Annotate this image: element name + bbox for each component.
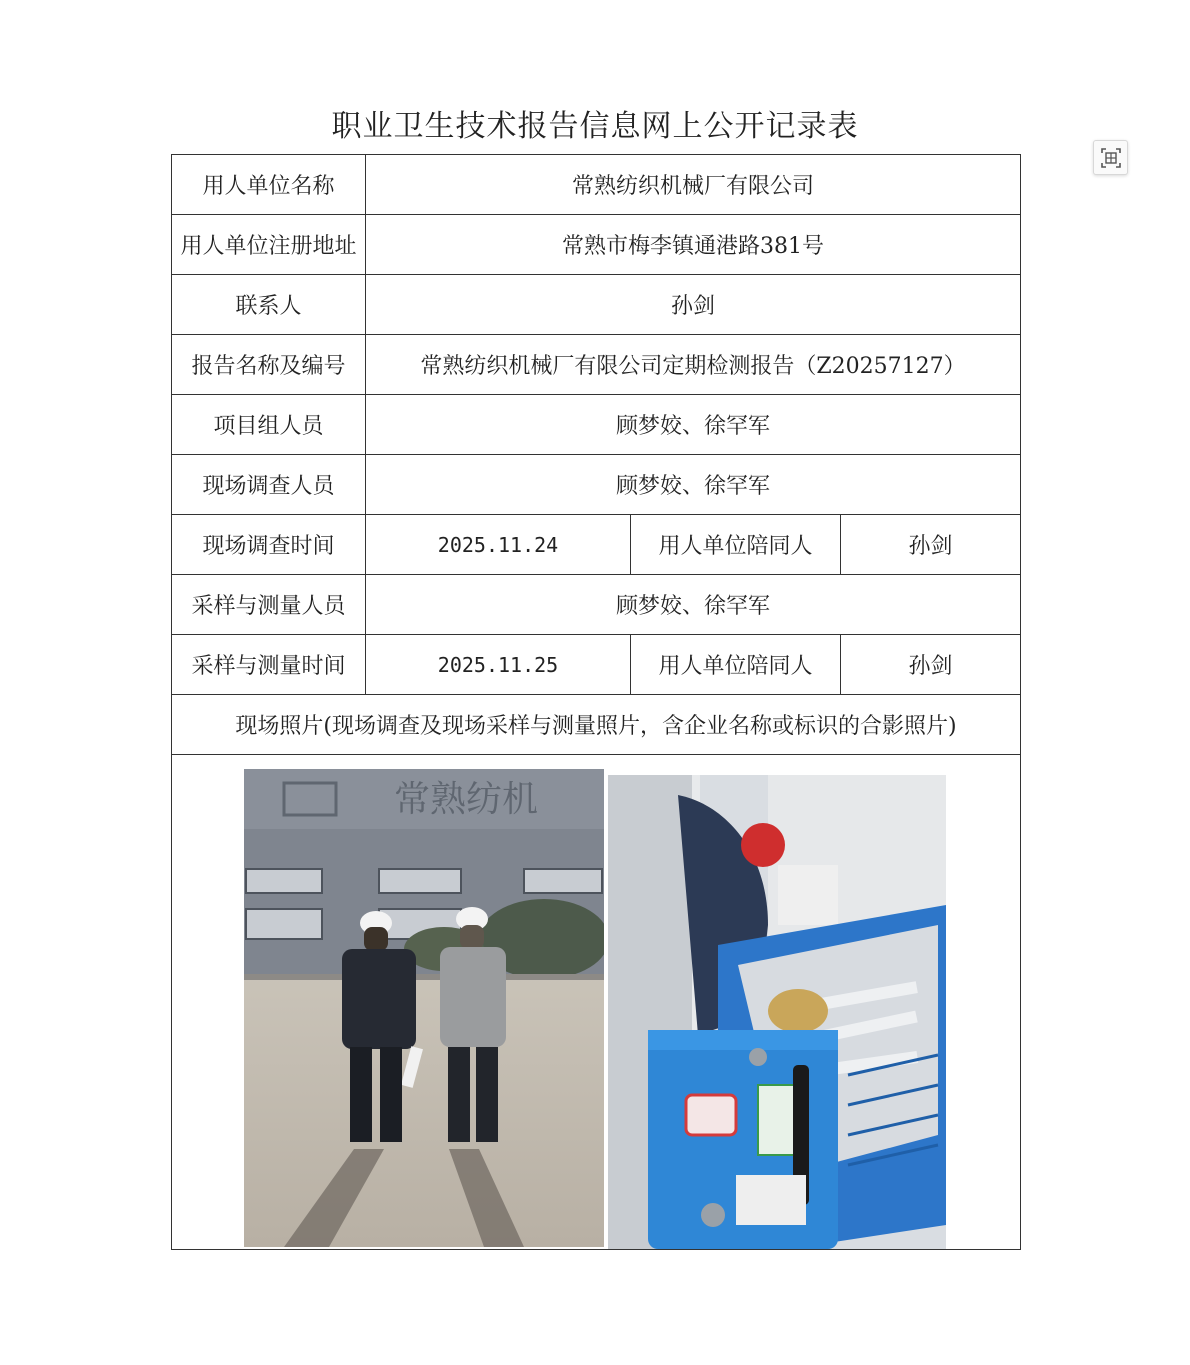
label-contact: 联系人 bbox=[172, 275, 366, 335]
value-survey-companion: 孙剑 bbox=[841, 515, 1021, 575]
group-photo bbox=[244, 769, 604, 1247]
table-row bbox=[172, 155, 1021, 215]
label-sampling-time: 采样与测量时间 bbox=[172, 635, 366, 695]
photos-row bbox=[172, 755, 1021, 1250]
page-title: 职业卫生技术报告信息网上公开记录表 bbox=[331, 109, 859, 144]
value-survey-time: 2025.11.24 bbox=[366, 515, 631, 575]
photos-container bbox=[244, 769, 946, 1247]
label-survey-staff: 现场调查人员 bbox=[172, 455, 366, 515]
label-report: 报告名称及编号 bbox=[172, 335, 366, 395]
table-row bbox=[172, 275, 1021, 335]
label-sampling-companion: 用人单位陪同人 bbox=[631, 635, 841, 695]
value-survey-staff: 顾梦姣、徐罕军 bbox=[366, 455, 1021, 515]
label-employer-address: 用人单位注册地址 bbox=[172, 215, 366, 275]
sampling-photo-image bbox=[608, 775, 946, 1249]
label-sampling-staff: 采样与测量人员 bbox=[172, 575, 366, 635]
table-row bbox=[172, 395, 1021, 455]
label-employer-name: 用人单位名称 bbox=[172, 155, 366, 215]
table-row bbox=[172, 695, 1021, 755]
value-contact: 孙剑 bbox=[366, 275, 1021, 335]
table-row bbox=[172, 635, 1021, 695]
table-row bbox=[172, 215, 1021, 275]
table-row bbox=[172, 455, 1021, 515]
table-row bbox=[172, 335, 1021, 395]
value-employer-name: 常熟纺织机械厂有限公司 bbox=[366, 155, 1021, 215]
group-photo-image bbox=[244, 769, 604, 1247]
photos-cell bbox=[172, 755, 1021, 1250]
frame-select-icon[interactable] bbox=[1093, 140, 1128, 175]
value-sampling-staff: 顾梦姣、徐罕军 bbox=[366, 575, 1021, 635]
frame-select-glyph bbox=[1100, 147, 1122, 169]
label-survey-time: 现场调查时间 bbox=[172, 515, 366, 575]
table-row bbox=[172, 515, 1021, 575]
sampling-photo bbox=[608, 775, 946, 1249]
table-row bbox=[172, 575, 1021, 635]
record-table bbox=[171, 154, 1021, 1250]
label-survey-companion: 用人单位陪同人 bbox=[631, 515, 841, 575]
value-project-team: 顾梦姣、徐罕军 bbox=[366, 395, 1021, 455]
value-sampling-time: 2025.11.25 bbox=[366, 635, 631, 695]
label-project-team: 项目组人员 bbox=[172, 395, 366, 455]
value-employer-address: 常熟市梅李镇通港路381号 bbox=[366, 215, 1021, 275]
value-report: 常熟纺织机械厂有限公司定期检测报告（Z20257127） bbox=[366, 335, 1021, 395]
value-sampling-companion: 孙剑 bbox=[841, 635, 1021, 695]
photos-header: 现场照片(现场调查及现场采样与测量照片，含企业名称或标识的合影照片) bbox=[172, 695, 1021, 755]
factory-sign-text: 常熟纺机 bbox=[394, 779, 539, 820]
